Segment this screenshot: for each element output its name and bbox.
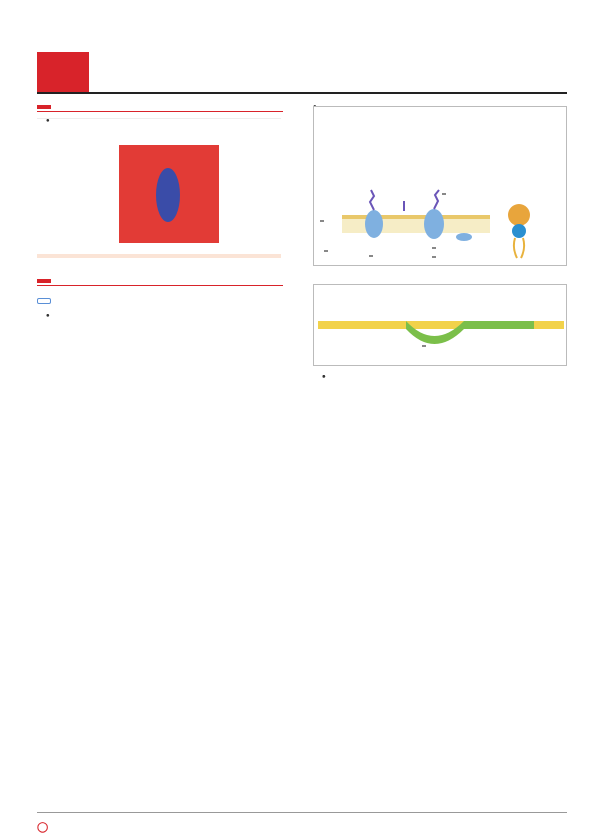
sphingomyelin-label <box>442 193 446 195</box>
lipid-raft-figure <box>313 284 567 366</box>
cell-nucleus <box>156 168 180 222</box>
table-header <box>37 254 137 258</box>
lipid-tails <box>342 219 490 233</box>
cholesterol-label <box>320 220 324 222</box>
section-title-inceleme <box>37 105 51 109</box>
glyco-chol-label <box>422 345 426 347</box>
glycan-chain <box>370 190 374 210</box>
table-header <box>137 254 281 258</box>
fos-inositol-label <box>432 256 436 258</box>
fos-etanol-label <box>369 255 373 257</box>
integral-protein <box>365 210 383 238</box>
left-column <box>37 102 283 314</box>
section-underline <box>37 111 283 113</box>
membrane-diagram-svg <box>314 107 568 267</box>
glycan-chain <box>434 190 439 209</box>
peripheral-protein <box>456 233 472 241</box>
raft-diagram-svg <box>314 285 568 367</box>
fos-serin-label <box>324 250 328 252</box>
section-title-hucre-organelleri <box>37 279 51 283</box>
transmembrane-protein <box>424 209 444 239</box>
fos-kolin-label <box>432 247 436 249</box>
cell-membrane-figure <box>313 106 567 266</box>
publisher-logo <box>37 817 65 831</box>
stain-table <box>37 254 281 258</box>
planar-raft <box>464 321 534 329</box>
glycerol <box>512 224 526 238</box>
outer-head-row <box>342 215 490 219</box>
clock-icon: ◯ <box>37 822 48 833</box>
chapter-number <box>37 52 89 94</box>
right-column <box>313 102 567 374</box>
subsection-hucre-zari <box>37 298 51 304</box>
header-divider <box>37 92 567 94</box>
footer-divider <box>37 812 567 813</box>
fatty-acid-tails <box>514 238 524 258</box>
he-stain-figure <box>37 118 281 246</box>
section-underline <box>37 285 283 287</box>
phosphate-head <box>508 204 530 226</box>
